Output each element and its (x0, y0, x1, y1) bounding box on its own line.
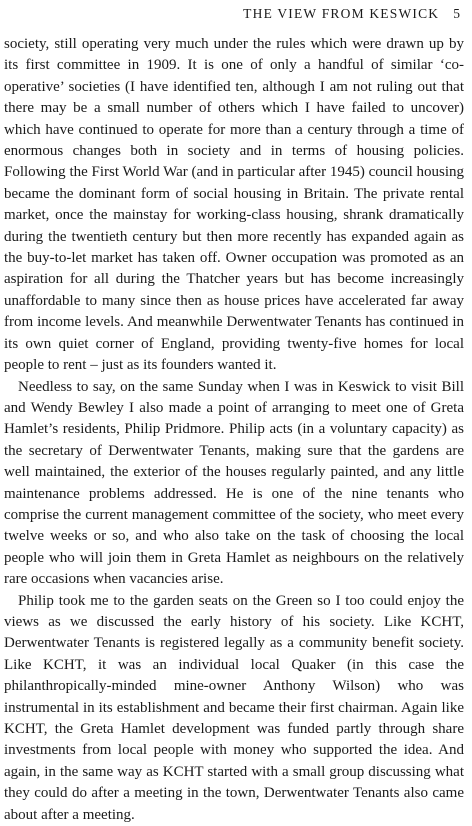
body-text (4, 34, 464, 826)
running-head (243, 6, 460, 22)
paragraph-3: Philip took me to the garden seats on the Green so I too could enjoy the views as we discussed the early history of his society. Like KCHT, Derwentwater Tenants is registered legally as a community benefit society. Like KCHT, it was an individual local Quaker (in this case the philanthropically-minded mine-owner Anthony Wilson) who was instrumental in its establishment and became their first chairman. Again like KCHT, the Greta Hamlet development was funded partly through share investments from local people with money who supported the idea. And again, in the same way as KCHT started with a small group discussing what they could do after a meeting in the town, Derwentwater Tenants also came about after a meeting. (4, 592, 464, 823)
page-number: 5 (453, 6, 460, 21)
running-title: THE VIEW FROM KESWICK (243, 6, 440, 21)
paragraph-2: Needless to say, on the same Sunday when I was in Keswick to visit Bill and Wendy Bewley I also made a point of arranging to meet one of Greta Hamlet’s residents, Philip Pridmore. Philip acts (in a voluntary capacity) as the secretary of Derwentwater Tenants, making sure that the gardens are well maintained, the exterior of the houses regularly painted, and any little maintenance problems addressed. He is one of the nine tenants who comprise the current management committee of the society, who meet every twelve weeks or so, and who also take on the task of choosing the local people who will join them in Greta Hamlet as neighbours on the relatively rare occasions when vacancies arise. (4, 378, 464, 588)
paragraph-1: society, still operating very much under the rules which were drawn up by its first committee in 1909. It is one of only a handful of similar ‘co-operative’ societies (I have identified ten, although I am not ruling out that there may be a small number of others which I have failed to uncover) which have continued to operate for more than a century through a time of enormous changes both in society and in terms of housing policies. Following the First World War (and in particular after 1945) council housing became the dominant form of social housing in Britain. The private rental market, once the mainstay for working-class housing, shrank dramatically during the twentieth century but then more recently has expanded again as the buy-to-let market has taken off. Owner occupation was promoted as an aspiration for all during the Thatcher years but has become increasingly unaffordable to many since then as house prices have accelerated far away from income levels. And meanwhile Derwentwater Tenants has continued in its own quiet corner of England, providing twenty-five homes for local people to rent – just as its founders wanted it. (4, 36, 464, 374)
